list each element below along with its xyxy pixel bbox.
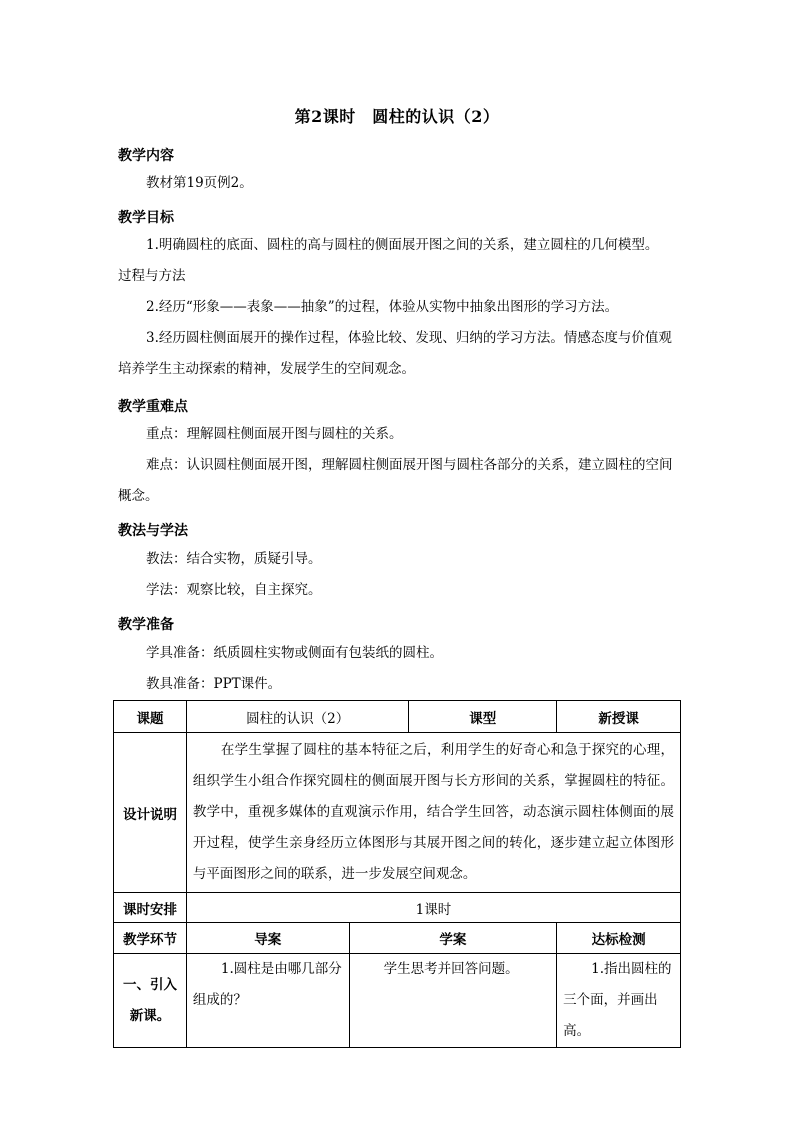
col-guide: 导案	[186, 923, 349, 954]
table-row	[114, 954, 681, 1048]
difficulty-point: 难点：认识圆柱侧面展开图，理解圆柱侧面展开图与圆柱各部分的关系，建立圆柱的空间概念。	[118, 457, 673, 504]
heading-prep: 教学准备	[118, 617, 174, 633]
table-row-topic	[114, 701, 681, 733]
teacher-prep: 教具准备：PPT课件。	[146, 676, 282, 692]
stage-cell: 一、引入新课。	[114, 954, 187, 1048]
topic-value: 圆柱的认识（2）	[186, 701, 409, 733]
check-cell: 1.指出圆柱的三个面，并画出高。	[557, 954, 681, 1048]
type-value: 新授课	[557, 701, 681, 733]
type-label: 课型	[409, 701, 557, 733]
goal-1-cont: 过程与方法	[118, 268, 186, 284]
heading-goals: 教学目标	[118, 210, 174, 226]
guide-cell: 1.圆柱是由哪几部分组成的？	[186, 954, 349, 1048]
topic-label: 课题	[114, 701, 187, 733]
teach-method: 教法：结合实物，质疑引导。	[146, 551, 322, 567]
col-study: 学案	[349, 923, 557, 954]
student-prep: 学具准备：纸质圆柱实物或侧面有包装纸的圆柱。	[146, 645, 443, 661]
learn-method: 学法：观察比较，自主探究。	[146, 582, 322, 598]
methods-block	[118, 544, 678, 606]
goal-1: 1.明确圆柱的底面、圆柱的高与圆柱的侧面展开图之间的关系，建立圆柱的几何模型。	[146, 237, 659, 253]
lesson-table	[113, 700, 681, 1048]
content-text: 教材第19页例2。	[146, 175, 253, 191]
goals-block	[118, 230, 678, 385]
col-check: 达标检测	[557, 923, 681, 954]
heading-methods: 教法与学法	[118, 523, 188, 539]
table-row-schedule	[114, 893, 681, 923]
design-text: 在学生掌握了圆柱的基本特征之后，利用学生的好奇心和急于探究的心理，组织学生小组合作探究圆柱的侧面展开图与长方形间的关系，掌握圆柱的特征。教学中，重视多媒体的直观演示作用，结合学生回答，动态演示圆柱体侧面的展开过程，使学生亲身经历立体图形与其展开图之间的转化，逐步建立起立体图形与平面图形之间的联系，进一步发展空间观念。	[186, 733, 680, 893]
goal-2: 2.经历“形象——表象——抽象”的过程，体验从实物中抽象出图形的学习方法。	[146, 299, 619, 315]
lesson-title: 第2课时 圆柱的认识（2）	[294, 107, 500, 126]
key-points-block	[118, 419, 678, 512]
heading-content: 教学内容	[118, 148, 174, 164]
table-row-design	[114, 733, 681, 893]
schedule-value: 1课时	[186, 893, 680, 923]
prep-block	[118, 638, 678, 700]
schedule-label: 课时安排	[114, 893, 187, 923]
table-row-columns	[114, 923, 681, 954]
design-label: 设计说明	[114, 733, 187, 893]
study-cell: 学生思考并回答问题。	[349, 954, 557, 1048]
goal-3: 3.经历圆柱侧面展开的操作过程，体验比较、发现、归纳的学习方法。情感态度与价值观培养学生主动探索的精神，发展学生的空间观念。	[118, 330, 672, 377]
heading-key-points: 教学重难点	[118, 399, 188, 415]
col-stage: 教学环节	[114, 923, 187, 954]
focus-point: 重点：理解圆柱侧面展开图与圆柱的关系。	[146, 426, 403, 442]
